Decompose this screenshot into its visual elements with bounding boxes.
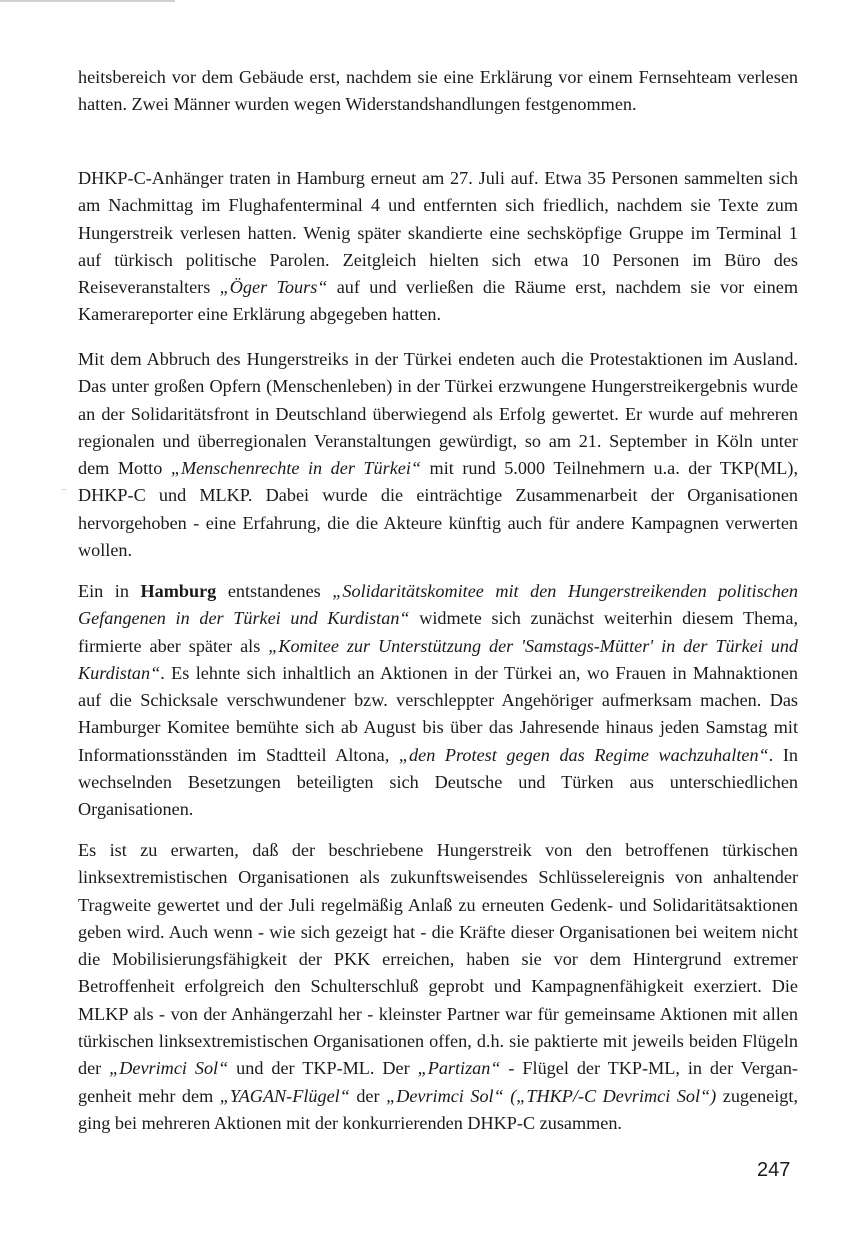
paragraph-1-text: heitsbereich vor dem Gebäude erst, nachdem sie eine Erklärung vor einem Fernsehteam verlesen hatten. Zwei Männer wurden wegen Widerstandshandlungen festgenommen. (78, 67, 798, 115)
komitee-name: „Komitee zur Unterstützung der 'Samstags-Mütter' in der Türkei und Kurdistan“ (78, 635, 799, 683)
paragraph-3-text: Mit dem Abbruch des Hungerstreiks in der Türkei endeten auch die Protestaktionen im Ausland. Das unter großen Opfern (Menschenleben) in der Türkei erzwungene Hungerstreikergebnis wurde an der Solidaritätsfront in Deutschland überwiegend als Erfolg gewertet. Er wurde auf mehreren regionalen und überregionalen Veranstaltungen gewürdigt, so am 21. September in Köln unter dem Motto (78, 349, 798, 479)
solidaritaetskomitee-name: „Solidaritätskomitee mit den Hungerstreikenden politischen Gefangenen in der Türkei und Kurdistan“ (78, 581, 799, 629)
paragraph-2 (78, 165, 798, 329)
paragraph-3-text-end: mit rund 5.000 Teilnehmern u.a. der TKP(ML), DHKP-C und MLKP. Dabei wurde die einträchtige Zusammenarbeit der Organisationen hervorgehoben - eine Erfahrung, die die Akteure künftig auch für andere Kampagnen verwerten wollen. (78, 458, 798, 561)
paragraph-2-text: DHKP-C-Anhänger traten in Hamburg erneut am 27. Juli auf. Etwa 35 Personen sammelten sich am Nachmittag im Flughafenterminal 4 und entfernten sich friedlich, nachdem sie Texte zum Hungerstreik verlesen hatten. Wenig später skandierte eine sechsköpfige Gruppe im Terminal 1 auf türkisch politische Parolen. Zeitgleich hielten sich etwa 10 Personen im Büro des Reiseveranstalters (78, 168, 798, 298)
scan-edge-mark (0, 0, 175, 2)
hamburg-bold: Hamburg (140, 581, 217, 601)
paragraph-5-text-4: der (349, 1085, 387, 1106)
paragraph-5 (78, 837, 798, 1137)
devrimci-sol-thkp-quote: „Devrimci Sol“ („THKP/-C Devrimci Sol“) (386, 1085, 717, 1106)
motto-menschenrechte: „Menschenrechte in der Türkei“ (170, 458, 422, 479)
paragraph-4-text-2: entstandenes (216, 581, 333, 601)
paragraph-5-text-2: und der TKP-ML. Der (228, 1058, 418, 1079)
margin-mark (62, 489, 66, 490)
paragraph-3 (78, 346, 798, 564)
paragraph-1 (78, 64, 798, 119)
paragraph-5-text-3: - Flügel der TKP-ML, in der Vergangenheit mehr dem (78, 1058, 798, 1106)
oger-tours-name: „Öger Tours“ (219, 277, 328, 298)
yagan-fluegel-quote: „YAGAN-Flügel“ (219, 1085, 350, 1106)
paragraph-4-text: Ein in (78, 581, 141, 601)
protest-quote: „den Protest gegen das Regime wachzuhalten“ (398, 744, 769, 765)
partizan-quote: „Partizan“ (417, 1058, 501, 1079)
paragraph-2-text-end: auf und verließen die Räume erst, nachdem sie vor einem Kamerareporter eine Erklärung abgegeben hatten. (78, 277, 798, 325)
paragraph-5-text: Es ist zu erwarten, daß der beschriebene Hungerstreik von den betroffenen türkischen linksextremistischen Organisationen als zukunftsweisendes Schlüsselereignis von anhaltender Tragweite gewertet und der Juli regelmäßig Anlaß zu erneuten Gedenk- und Solidaritätsaktionen geben wird. Auch wenn - wie sich gezeigt hat - die Kräfte dieser Organisationen bei weitem nicht die Mobilisierungsfähigkeit der PKK erreichen, haben sie vor dem Hintergrund extremer Betroffenheit erfolgreich den Schulterschluß geprobt und Kampagnenfähigkeit exerziert. Die MLKP als - von der Anhängerzahl her - kleinster Partner war für gemeinsame Aktionen mit allen türkischen linksextremistischen Organisationen offen, d.h. sie paktierte mit jeweils beiden Flügeln der (78, 840, 798, 1079)
paragraph-5-text-end: zugeneigt, ging bei mehreren Aktionen mit der konkurrierenden DHKP-C zusammen. (78, 1085, 798, 1133)
page-number: 247 (757, 1159, 791, 1181)
paragraph-4-text-3: widmete sich zunächst weiterhin diesem Thema, firmierte aber später als (78, 608, 798, 656)
paragraph-4-text-4: . Es lehnte sich inhaltlich an Aktionen in der Türkei an, wo Frauen in Mahnaktionen auf die Schicksale verschwundener bzw. verschleppter Angehöriger aufmerksam machen. Das Hamburger Komitee bemühte sich ab August bis über das Jahresende hinaus jeden Samstag mit Informationsständen im Stadtteil Altona, (78, 662, 798, 765)
devrimci-sol-quote: „Devrimci Sol“ (109, 1058, 229, 1079)
paragraph-4-text-end: . In wechselnden Besetzungen beteiligten sich Deutsche und Türken aus unterschiedlichen Organisationen. (78, 744, 799, 820)
paragraph-4 (78, 578, 798, 824)
